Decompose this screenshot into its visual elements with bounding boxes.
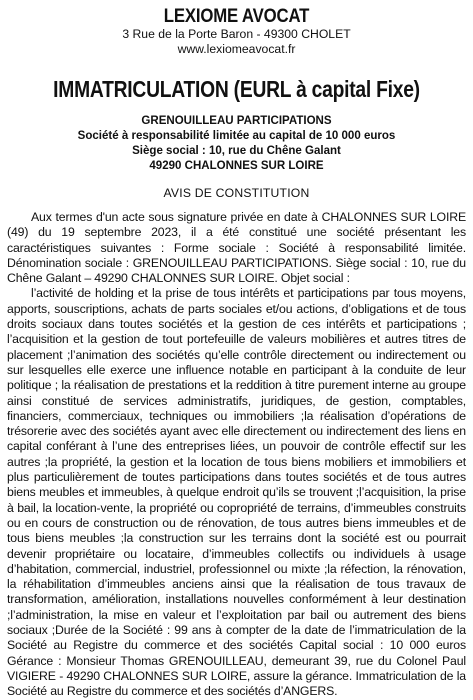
law-firm-website: www.lexiomeavocat.fr	[177, 42, 296, 56]
company-legal-form: Société à responsabilité limitée au capital de 10 000 euros	[77, 128, 396, 142]
company-info-block	[7, 113, 466, 173]
law-firm-address: 3 Rue de la Porte Baron - 49300 CHOLET	[122, 27, 351, 41]
company-registered-office: Siège social : 10, rue du Chêne Galant	[132, 143, 341, 157]
company-city: 49290 CHALONNES SUR LOIRE	[149, 158, 324, 172]
notice-title: IMMATRICULATION (EURL à capital Fixe)	[53, 76, 420, 102]
corporate-purpose-paragraph: l’activité de holding et la prise de tous intérêts et participations par tous moyens, apports, souscriptions, achats de parts sociales et/ou actions, d’obligations et de tous droits sociaux dans toutes sociétés et la gestion de ces intérêts et participations ; l’acquisition et la gestion de tout portefeuille de valeurs mobilières et autres titres de placement ;l’animation des sociétés qu’elle contrôle directement ou indirectement ou sur lesquelles elle exerce une influence notable en participant à la conduite de leur politique ; la réalisation de prestations et la reddition à titre purement interne au groupe ainsi constitué de services administratifs, juridiques, de gestion, comptables, financiers, commerciaux, techniques ou immobiliers ;la réalisation d’opérations de trésorerie avec des sociétés ayant avec elle directement ou indirectement des liens en capital conférant à l’une des entreprises liées, un pouvoir de contrôle effectif sur les autres ;la propriété, la gestion et la location de tous biens mobiliers et immobiliers et plus particulièrement de toutes participations dans toutes sociétés et de tous autres biens meubles et immeubles, à quelque endroit qu’ils se trouvent ;l’acquisition, la prise à bail, la location-vente, la propriété ou copropriété de terrains, d’immeubles construits ou en cours de construction ou de rénovation, de tous autres biens immeubles et de tous biens meubles ;la construction sur les terrains dont la société est ou pourrait devenir propriétaire ou locataire, d’immeubles collectifs ou individuels à usage d’habitation, commercial, industriel, professionnel ou mixte ;la réfection, la rénovation, la réhabilitation d’immeubles anciens ainsi que la réalisation de tous travaux de transformation, amélioration, installations nouvelles conformément à leur destination ;l’administration, la mise en valeur et l’exploitation par bail ou autrement des biens sociaux ;Durée de la Société : 99 ans à compter de la date de l’immatriculation de la Société au Registre du commerce et des sociétés Capital social : 10 000 euros Gérance : Monsieur Thomas GRENOUILLEAU, demeurant 39, rue du Colonel Paul VIGIERE - 49290 CHALONNES SUR LOIRE, assure la gérance. Immatriculation de la Société au Registre du commerce et des sociétés d’ANGERS.	[7, 286, 466, 699]
law-firm-name: LEXIOME AVOCAT	[163, 5, 310, 27]
notice-body	[7, 210, 466, 700]
section-title: AVIS DE CONSTITUTION	[163, 186, 310, 200]
constitution-paragraph: Aux termes d'un acte sous signature privée en date à CHALONNES SUR LOIRE (49) du 19 septembre 2023, il a été constitué une société présentant les caractéristiques suivantes : Forme sociale : Société à responsabilité limitée. Dénomination sociale : GRENOUILLEAU PARTICIPATIONS. Siège social : 10, rue du Chêne Galant – 49290 CHALONNES SUR LOIRE. Objet social :	[7, 210, 466, 286]
company-name: GRENOUILLEAU PARTICIPATIONS	[141, 113, 332, 127]
